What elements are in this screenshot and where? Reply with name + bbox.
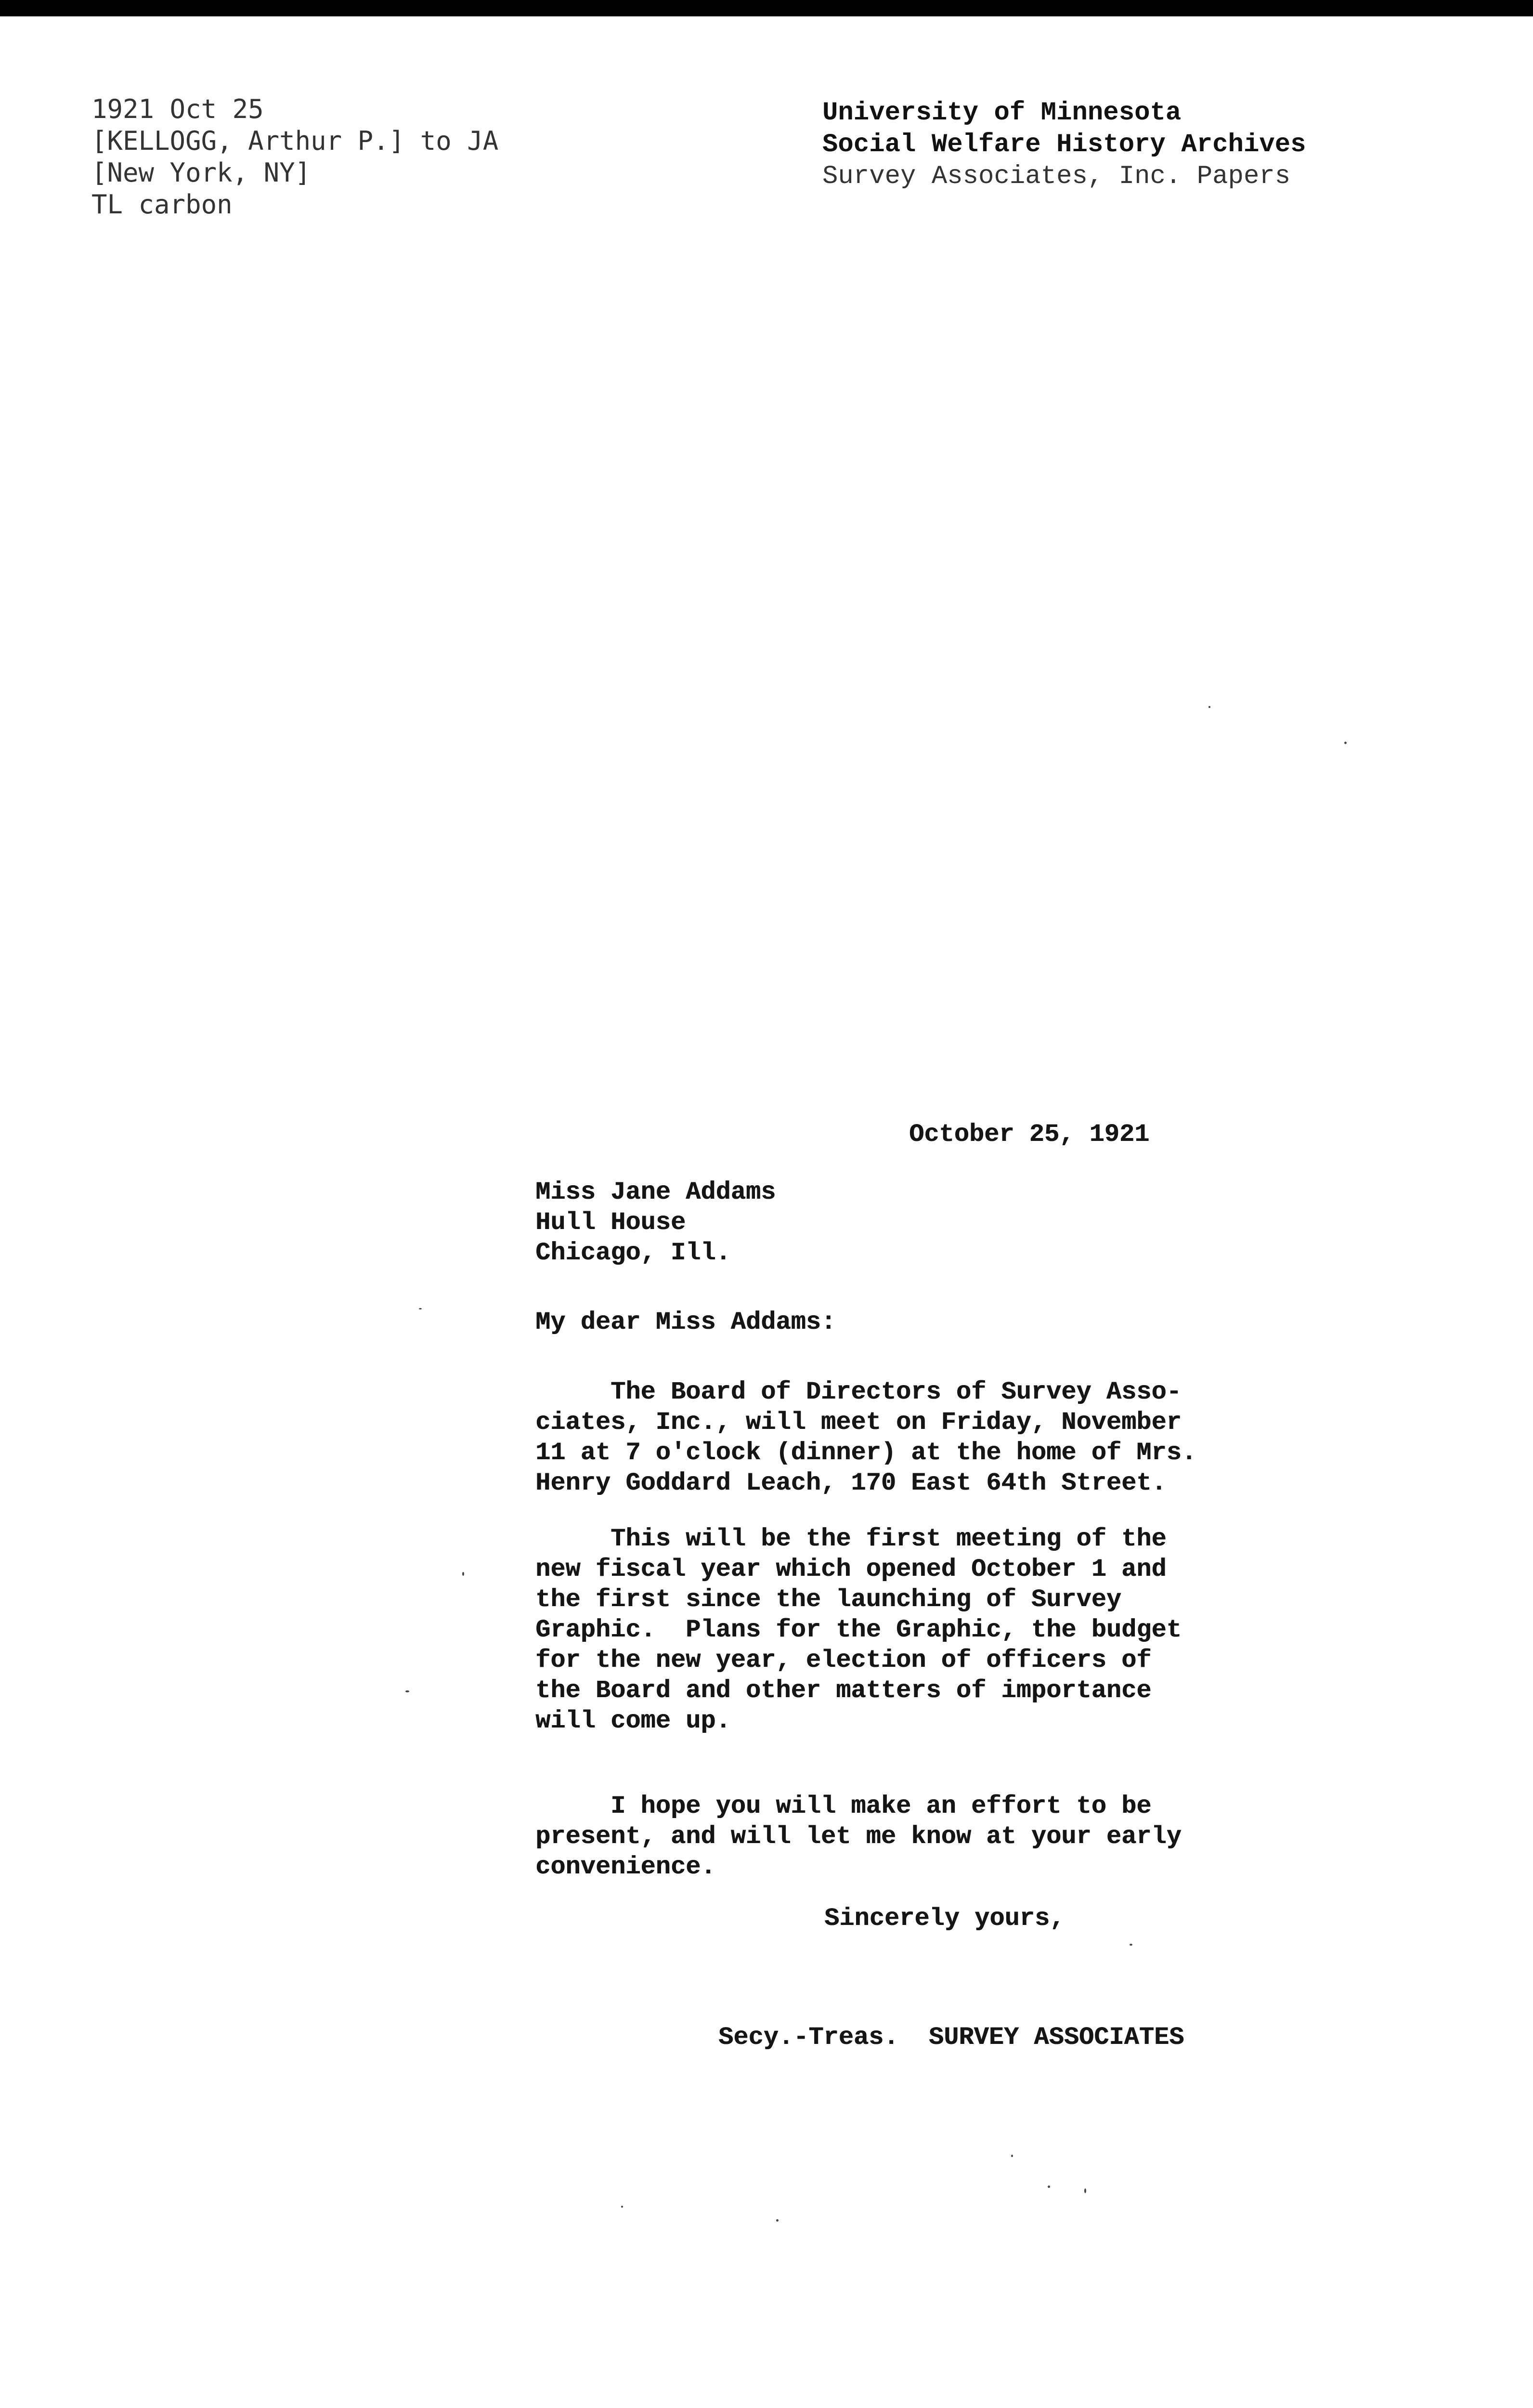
scan-speck [1208,706,1210,708]
paragraph-line: Henry Goddard Leach, 170 East 64th Street. [535,1469,1167,1497]
paragraph-line: 11 at 7 o'clock (dinner) at the home of Mrs. [535,1439,1197,1467]
archive-date: 1921 Oct 25 [91,94,264,124]
scan-speck [776,2219,779,2222]
paragraph-line: the first since the launching of Survey [535,1585,1121,1614]
paragraph-line: Graphic. Plans for the Graphic, the budget [535,1616,1182,1644]
paragraph-line: This will be the first meeting of the [535,1525,1167,1553]
letter-date: October 25, 1921 [909,1120,1150,1149]
paragraph-line: ciates, Inc., will meet on Friday, November [535,1408,1182,1437]
salutation: My dear Miss Addams: [535,1308,836,1336]
address-line: Chicago, Ill. [535,1239,731,1267]
paragraph-line: present, and will let me know at your early [535,1822,1182,1851]
scan-speck [462,1572,464,1576]
paragraph-line: will come up. [535,1707,731,1735]
scan-speck [1130,1944,1132,1946]
recipient-address [535,1177,776,1268]
scan-speck [1344,742,1347,744]
signature-line: Secy.-Treas. SURVEY ASSOCIATES [718,2023,1184,2052]
address-line: Miss Jane Addams [535,1178,776,1206]
closing: Sincerely yours, [824,1904,1065,1933]
scan-speck [405,1690,409,1692]
paragraph-line: I hope you will make an effort to be [535,1792,1152,1820]
scan-speck [1048,2186,1050,2188]
archive-format: TL carbon [91,189,233,220]
collection-name: Survey Associates, Inc. Papers [822,162,1291,191]
paragraph-line: for the new year, election of officers of [535,1646,1152,1675]
scan-speck [419,1308,422,1309]
paragraph-request [535,1791,1182,1882]
address-line: Hull House [535,1208,686,1237]
archive-place: [New York, NY] [91,157,311,188]
scan-speck [1011,2155,1013,2157]
institution-name: University of Minnesota [822,98,1182,128]
archive-correspondents: [KELLOGG, Arthur P.] to JA [91,126,499,156]
scan-speck [621,2206,623,2208]
scan-speck [1084,2188,1086,2193]
paragraph-agenda [535,1524,1182,1736]
archive-metadata [91,93,498,221]
paragraph-line: The Board of Directors of Survey Asso- [535,1378,1182,1406]
paragraph-line: new fiscal year which opened October 1 and [535,1555,1167,1584]
paragraph-line: convenience. [535,1853,716,1881]
archive-header [822,97,1306,193]
paragraph-line: the Board and other matters of importance [535,1676,1152,1705]
paragraph-meeting [535,1377,1196,1498]
archive-name: Social Welfare History Archives [822,130,1306,159]
document-page [0,16,1533,2408]
